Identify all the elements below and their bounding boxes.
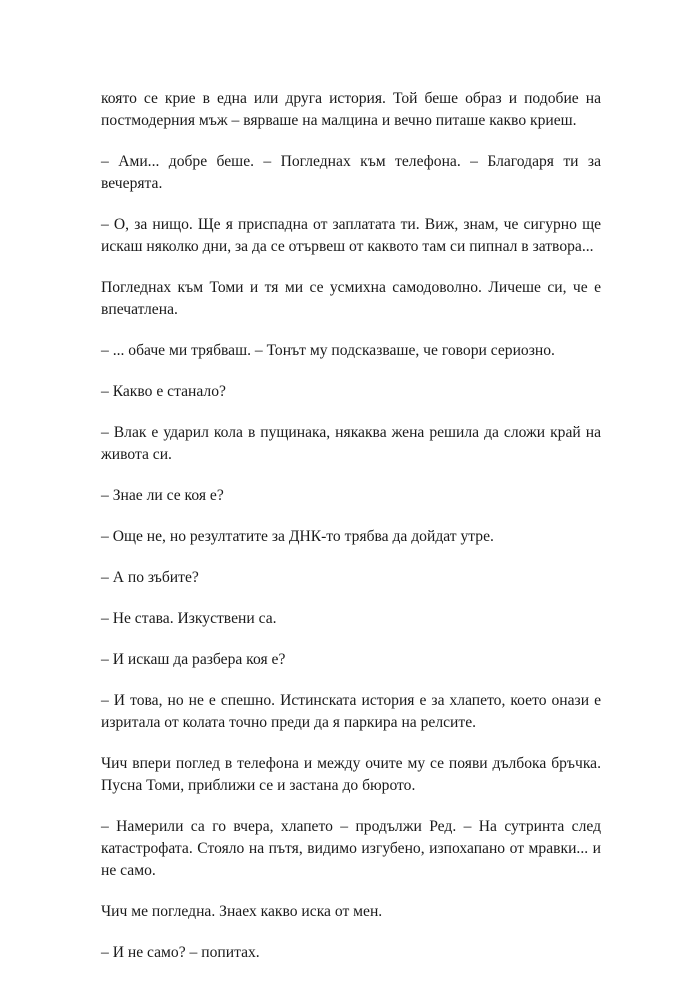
paragraph: – И това, но не е спешно. Истинската история е за хлапето, което онази е изритала от колата точно преди да я паркира на релсите. <box>101 692 601 731</box>
paragraph: Погледнах към Томи и тя ми се усмихна самодоволно. Личеше си, че е впечатлена. <box>101 279 601 318</box>
paragraph: – И искаш да разбера коя е? <box>101 651 286 668</box>
paragraph: Чич впери поглед в телефона и между очите му се появи дълбока бръчка. Пусна Томи, приближи се и застана до бюрото. <box>101 755 601 794</box>
body-text <box>101 88 601 983</box>
paragraph: – А по зъбите? <box>101 569 199 586</box>
paragraph: – Не става. Изкуствени са. <box>101 610 277 627</box>
paragraph: – Какво е станало? <box>101 383 226 400</box>
paragraph: – Влак е ударил кола в пущинака, някаква жена решила да сложи край на живота си. <box>101 424 601 463</box>
paragraph: Чич ме погледна. Знаех какво иска от мен. <box>101 903 383 920</box>
paragraph: – Намерили са го вчера, хлапето – продължи Ред. – На сутринта след катастрофата. Стояло на пътя, видимо изгубено, изпохапано от мравки... и не само. <box>101 818 601 879</box>
paragraph: която се крие в една или друга история. Той беше образ и подобие на постмодерния мъж – вярваше на малцина и вечно питаше какво криеш. <box>101 90 601 129</box>
paragraph: – ... обаче ми трябваш. – Тонът му подсказваше, че говори сериозно. <box>101 342 555 359</box>
paragraph: – Още не, но резултатите за ДНК-то трябва да дойдат утре. <box>101 528 494 545</box>
paragraph: – Ами... добре беше. – Погледнах към телефона. – Благодаря ти за вечерята. <box>101 153 601 192</box>
paragraph: – Знае ли се коя е? <box>101 487 224 504</box>
paragraph: – О, за нищо. Ще я приспадна от заплатата ти. Виж, знам, че сигурно ще искаш няколко дни, за да се отървеш от каквото там си пипнал в затвора... <box>101 216 601 255</box>
paragraph: – И не само? – попитах. <box>101 944 260 961</box>
